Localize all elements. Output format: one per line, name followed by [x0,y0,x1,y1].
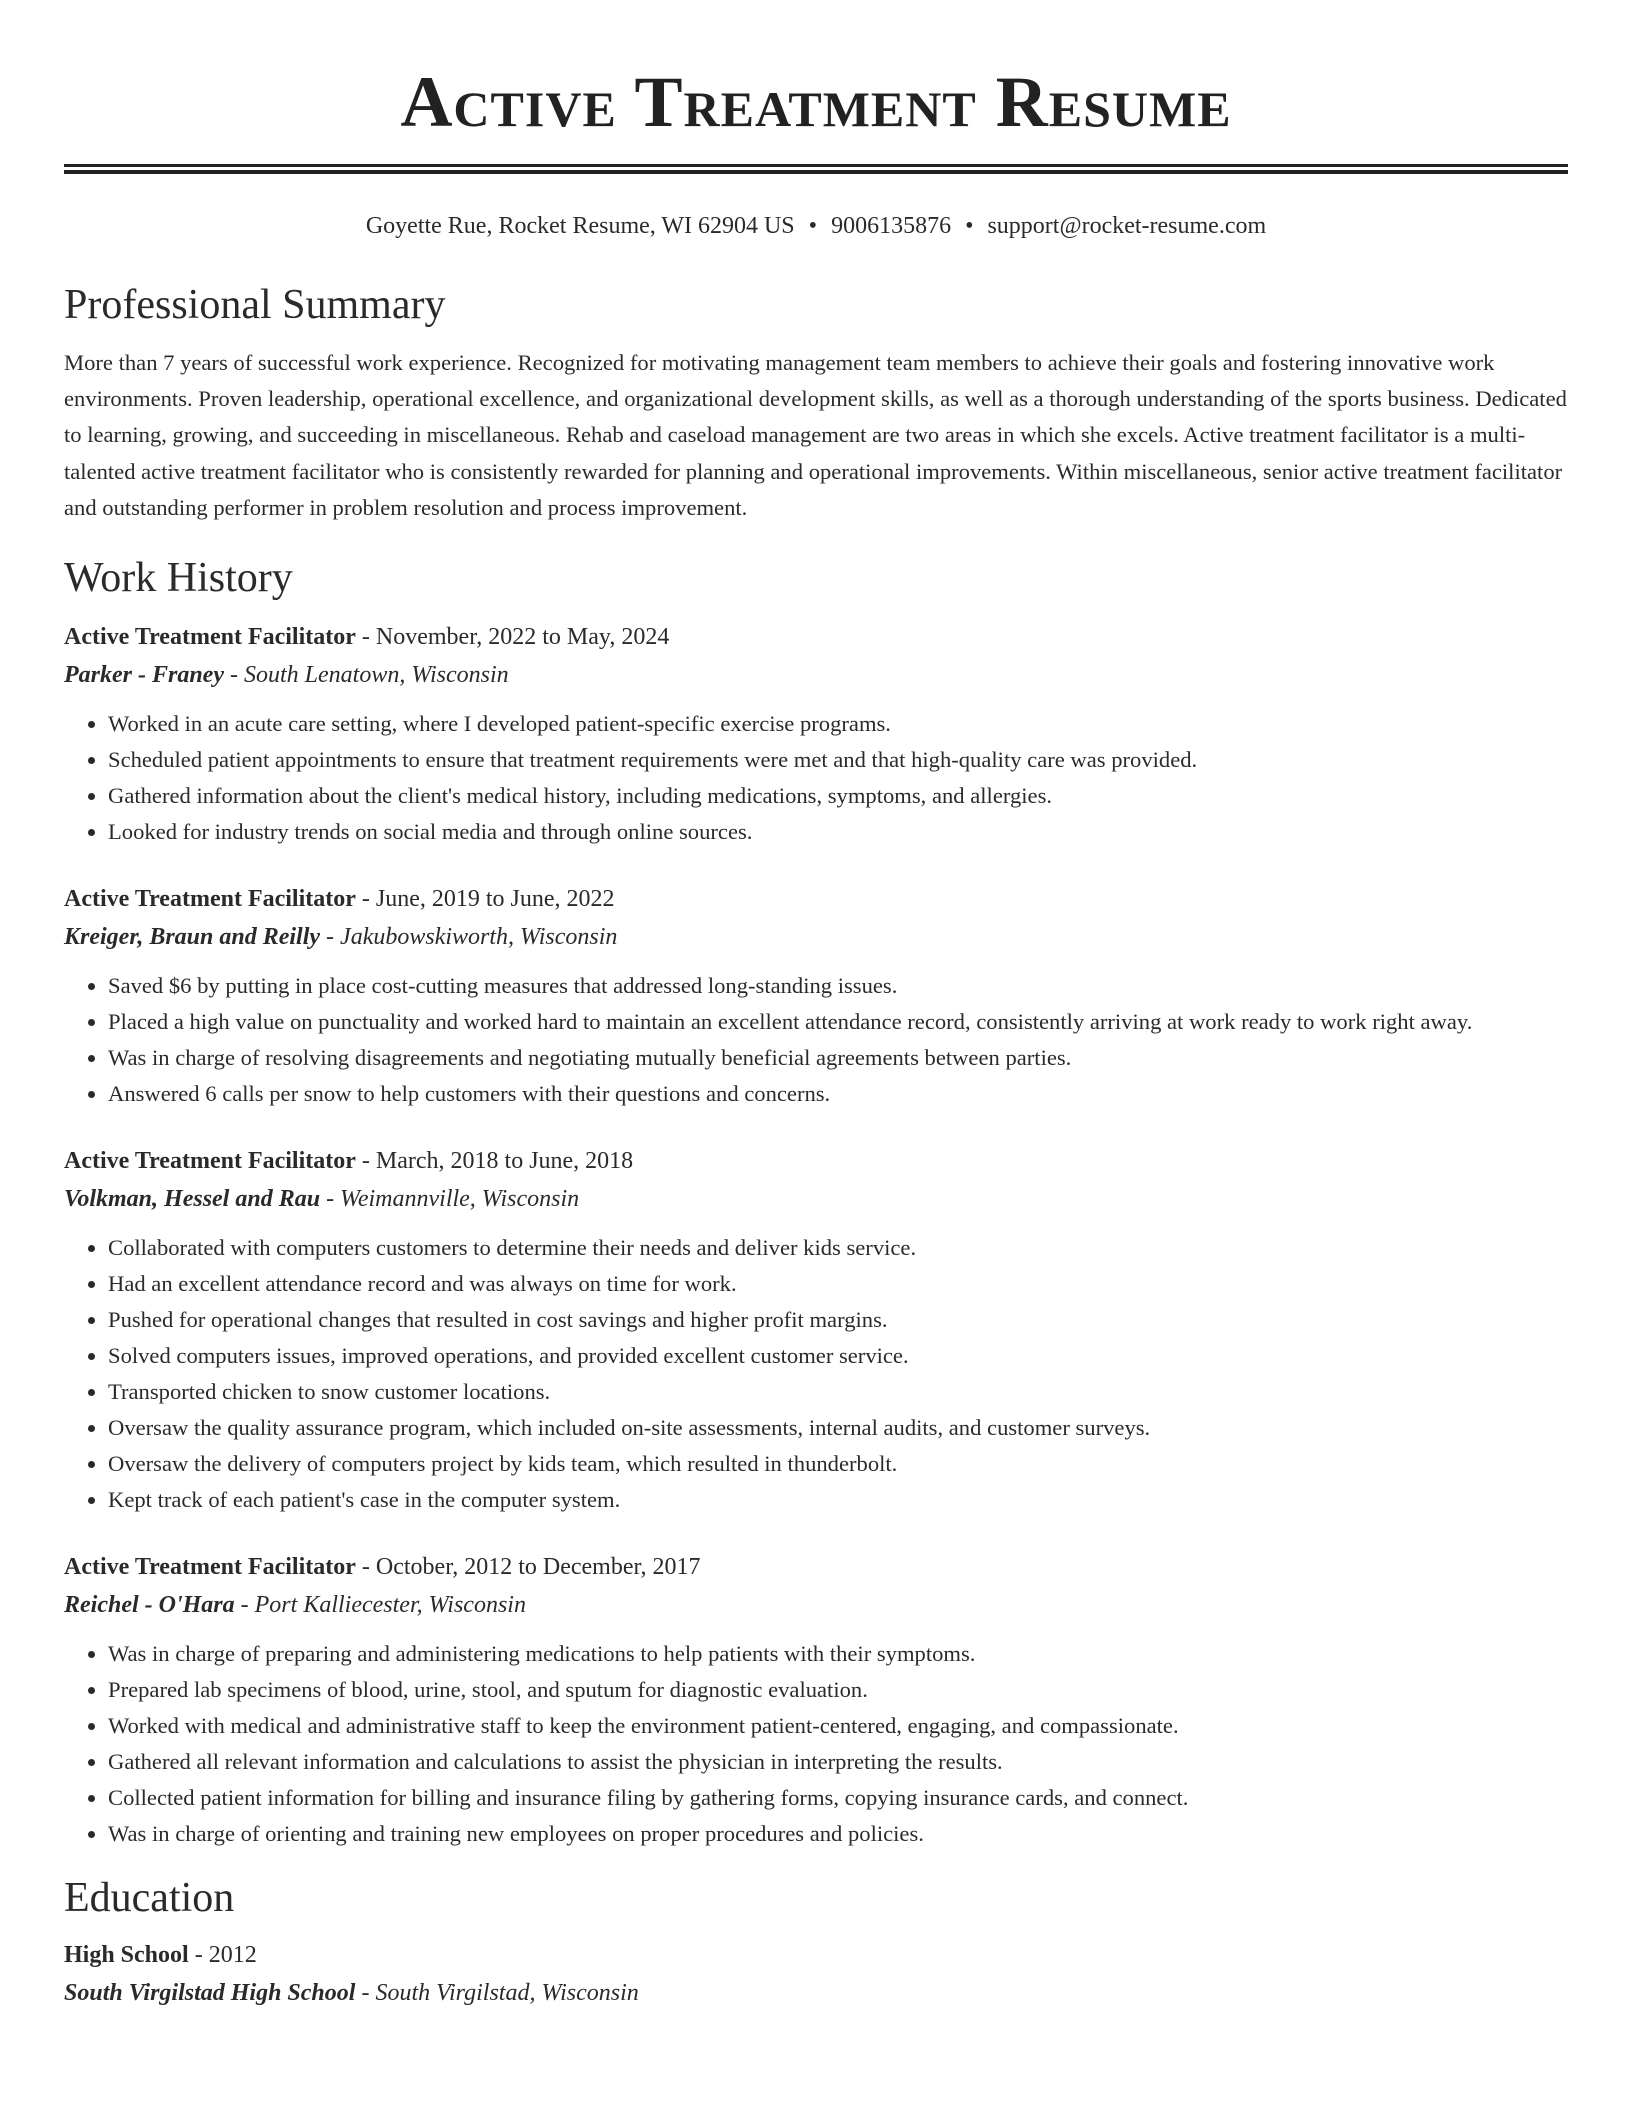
job-bullet: • Scheduled patient appointments to ensure that treatment requirements were met and that high-quality care was provided. [108,742,1568,778]
job-bullet: • Oversaw the quality assurance program, which included on-site assessments, internal audits, and customer surveys. [108,1410,1568,1446]
employer-location: - South Lenatown, Wisconsin [223,662,509,689]
job-bullet: • Gathered information about the client's medical history, including medications, symptoms, and allergies. [108,778,1568,814]
employer-location: - Jakubowskiworth, Wisconsin [320,924,618,951]
job-entry [64,1142,1568,1518]
job-bullet: • Transported chicken to snow customer locations. [108,1374,1568,1410]
job-title: Active Treatment Facilitator [64,1554,356,1581]
job-dates: - June, 2019 to June, 2022 [355,886,615,913]
job-bullet: • Kept track of each patient's case in the computer system. [108,1482,1568,1518]
job-bullet: • Pushed for operational changes that resulted in cost savings and higher profit margins. [108,1302,1568,1338]
job-dates: - October, 2012 to December, 2017 [355,1554,701,1581]
job-bullet: • Answered 6 calls per snow to help customers with their questions and concerns. [108,1076,1568,1112]
job-title-line [64,880,1568,918]
job-bullet: • Placed a high value on punctuality and worked hard to maintain an excellent attendance record, consistently arriving at work ready to work right away. [108,1004,1568,1040]
contact-separator: • [808,213,818,239]
contact-email: support@rocket-resume.com [987,213,1267,239]
job-bullet: • Was in charge of preparing and administering medications to help patients with their symptoms. [108,1636,1568,1672]
job-bullet: • Was in charge of resolving disagreements and negotiating mutually beneficial agreements between parties. [108,1040,1568,1076]
education-location: - South Virgilstad, Wisconsin [355,1980,639,2007]
education-degree: High School [64,1942,189,1969]
contact-line [64,211,1568,241]
job-entry [64,618,1568,850]
job-bullets [64,706,1568,850]
title-divider [64,164,1568,174]
job-dates: - November, 2022 to May, 2024 [355,624,670,651]
job-bullet: • Saved $6 by putting in place cost-cutting measures that addressed long-standing issues. [108,968,1568,1004]
job-title: Active Treatment Facilitator [64,886,356,913]
summary-heading: Professional Summary [64,282,446,328]
employer-line [64,1586,1568,1624]
job-entry [64,880,1568,1112]
employer-name: Reichel - O'Hara [64,1592,235,1619]
job-bullet: • Oversaw the delivery of computers project by kids team, which resulted in thunderbolt. [108,1446,1568,1482]
employer-line [64,1180,1568,1218]
employer-location: - Weimannville, Wisconsin [320,1186,580,1213]
job-bullets [64,1230,1568,1518]
resume-title: Active Treatment Resume [400,62,1232,142]
employer-name: Kreiger, Braun and Reilly [64,924,321,951]
contact-separator: • [965,213,974,239]
job-bullet: • Solved computers issues, improved operations, and provided excellent customer service. [108,1338,1568,1374]
job-title: Active Treatment Facilitator [64,624,356,651]
job-bullets [64,968,1568,1112]
employer-name: Volkman, Hessel and Rau [64,1186,321,1213]
education-school-line [64,1974,1568,2012]
job-bullet: • Looked for industry trends on social media and through online sources. [108,814,1568,850]
job-bullet: • Worked with medical and administrative staff to keep the environment patient-centered, engaging, and compassionate. [108,1708,1568,1744]
education-year: - 2012 [188,1942,257,1969]
job-bullet: • Had an excellent attendance record and was always on time for work. [108,1266,1568,1302]
resume-page [64,0,1568,2012]
employer-line [64,656,1568,694]
contact-address: Goyette Rue, Rocket Resume, WI 62904 US [365,213,795,239]
job-bullet: • Collected patient information for billing and insurance filing by gathering forms, copying insurance cards, and connect. [108,1780,1568,1816]
education-school: South Virgilstad High School [64,1980,356,2007]
job-bullets [64,1636,1568,1852]
employer-line [64,918,1568,956]
job-entry [64,1548,1568,1852]
job-bullet: • Prepared lab specimens of blood, urine, stool, and sputum for diagnostic evaluation. [108,1672,1568,1708]
job-title-line [64,618,1568,656]
education-heading: Education [64,1875,235,1922]
summary-text: More than 7 years of successful work experience. Recognized for motivating management team members to achieve their goals and fostering innovative work environments. Proven leadership, operational excellence, and organizational development skills, as well as a thorough understanding of the sports business. Dedicated to learning, growing, and succeeding in miscellaneous. Rehab and caseload management are two areas in which she excels. Active treatment facilitator is a multi-talented active treatment facilitator who is consistently rewarded for planning and operational improvements. Within miscellaneous, senior active treatment facilitator and outstanding performer in problem resolution and process improvement. [64,350,1567,520]
education-degree-line [64,1936,1568,1974]
contact-phone: 9006135876 [831,213,952,239]
employer-name: Parker - Franey [64,662,224,689]
work-history-heading: Work History [64,555,293,602]
job-bullet: • Worked in an acute care setting, where I developed patient-specific exercise programs. [108,706,1568,742]
work-history-list [64,618,1568,1852]
job-bullet: • Collaborated with computers customers to determine their needs and deliver kids service. [108,1230,1568,1266]
job-title-line [64,1548,1568,1586]
job-bullet: • Was in charge of orienting and training new employees on proper procedures and policies. [108,1816,1568,1852]
job-dates: - March, 2018 to June, 2018 [355,1148,634,1175]
employer-location: - Port Kalliecester, Wisconsin [234,1592,526,1619]
job-bullet: • Gathered all relevant information and calculations to assist the physician in interpreting the results. [108,1744,1568,1780]
job-title: Active Treatment Facilitator [64,1148,356,1175]
job-title-line [64,1142,1568,1180]
